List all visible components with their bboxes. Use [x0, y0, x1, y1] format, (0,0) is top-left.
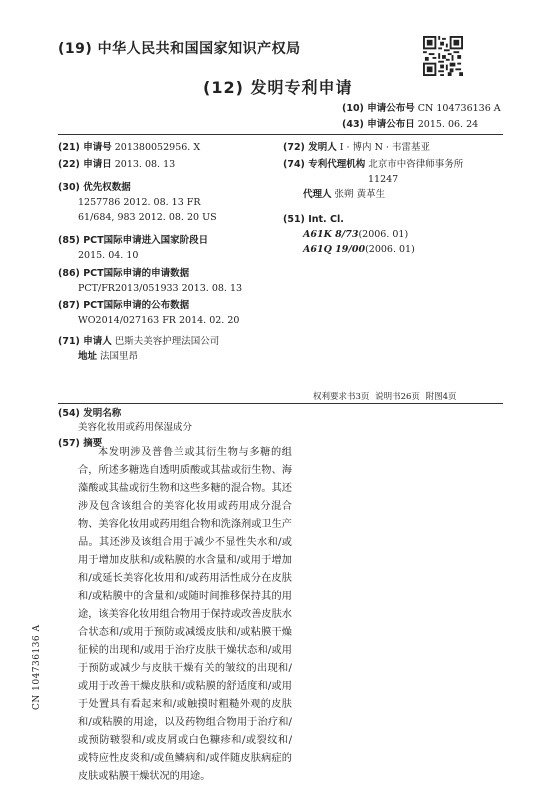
- priority-label: (30) 优先权数据: [58, 182, 131, 193]
- agency-label: (74) 专利代理机构: [283, 159, 366, 170]
- ipc-1-version: (2006. 01): [358, 229, 409, 240]
- invention-title: 美容化妆用或药用保湿成分: [78, 422, 193, 433]
- abstract-label: (57) 摘要: [58, 438, 103, 449]
- header-divider: [58, 134, 503, 135]
- agent-value: 张朔 黄革生: [334, 189, 386, 200]
- applicant-label: (71) 申请人: [58, 336, 112, 347]
- ipc-label: (51) Int. Cl.: [283, 214, 344, 225]
- issuing-office: (19) 中华人民共和国国家知识产权局: [58, 41, 301, 57]
- inventor-label: (72) 发明人: [283, 142, 337, 153]
- priority-1: 1257786 2012. 08. 13 FR: [78, 197, 201, 208]
- inventor-value: I · 博内 N · 韦雷基亚: [339, 142, 430, 153]
- abstract-paragraph: 本发明涉及普鲁兰或其衍生物与多糖的组合，所述多糖选自透明质酸或其盐或衍生物、海藻酸或其盐或衍生物和这些多糖的混合物。其还涉及包含该组合的美容化妆用或药用成分混合物、美容化妆用或药用组合物和洗涤剂或卫生产品。其还涉及该组合用于减少不显性失水和/或用于增加皮肤和/或粘膜的水含量和/或用于增加和/或延长美容化妆用和/或药用活性成分在皮肤和/或粘膜中的含量和/或随时间推移保持其的用途，该美容化妆用组合物用于保持或改善皮肤水合状态和/或用于预防或减缓皮肤和/或粘膜干燥征候的出现和/或用于治疗皮肤干燥状态和/或用于预防或减少与皮肤干燥有关的皱纹的出现和/或用于改善干燥皮肤和/或粘膜的舒适度和/或用于处置具有看起来和/或触摸时粗糙外观的皮肤和/或粘膜的用途，以及药物组合物用于治疗和/或预防皲裂和/或皮屑或白色糠疹和/或裂纹和/或特应性皮炎和/或鱼鳞病和/或伴随皮肤病症的皮肤或粘膜干燥状况的用途。: [78, 447, 292, 782]
- pct-app-value: PCT/FR2013/051933 2013. 08. 13: [78, 283, 243, 294]
- pub-no-label: (10) 申请公布号: [342, 103, 415, 114]
- app-date-label: (22) 申请日: [58, 159, 112, 170]
- qr-code-icon: [423, 36, 463, 76]
- side-publication-number: CN 104736136 A: [32, 624, 42, 710]
- document-type: (12) 发明专利申请: [203, 78, 353, 97]
- priority-2: 61/684, 983 2012. 08. 20 US: [78, 212, 217, 223]
- ipc-1-code: A61K 8/73: [303, 229, 359, 240]
- agent-label: 代理人: [303, 189, 332, 200]
- title-label: (54) 发明名称: [58, 408, 122, 419]
- page-counts: 权利要求书3页 说明书26页 附图4页: [313, 392, 457, 402]
- publication-info: [342, 101, 501, 133]
- app-no-label: (21) 申请号: [58, 142, 112, 153]
- app-date-value: 2013. 08. 13: [114, 159, 176, 170]
- pct-entry-value: 2015. 04. 10: [78, 250, 139, 261]
- app-no-value: 201380052956. X: [114, 142, 201, 153]
- ipc-2-version: (2006. 01): [365, 244, 415, 255]
- agency-value: 北京市中咨律师事务所: [368, 159, 464, 170]
- address-value: 法国里昂: [100, 351, 139, 362]
- pub-date-label: (43) 申请公布日: [342, 119, 415, 130]
- address-label: 地址: [78, 351, 98, 362]
- section-divider: [58, 403, 503, 404]
- pct-pub-value: WO2014/027163 FR 2014. 02. 20: [78, 315, 240, 326]
- pub-no-value: CN 104736136 A: [417, 103, 501, 114]
- pub-date-value: 2015. 06. 24: [417, 119, 479, 130]
- agency-code: 11247: [368, 174, 399, 185]
- abstract-body: [78, 444, 292, 786]
- pct-entry-label: (85) PCT国际申请进入国家阶段日: [58, 235, 209, 246]
- pct-app-label: (86) PCT国际申请的申请数据: [58, 268, 190, 279]
- applicant-value: 巴斯夫美容护理法国公司: [114, 336, 220, 347]
- ipc-2-code: A61Q 19/00: [303, 244, 366, 255]
- pct-pub-label: (87) PCT国际申请的公布数据: [58, 300, 190, 311]
